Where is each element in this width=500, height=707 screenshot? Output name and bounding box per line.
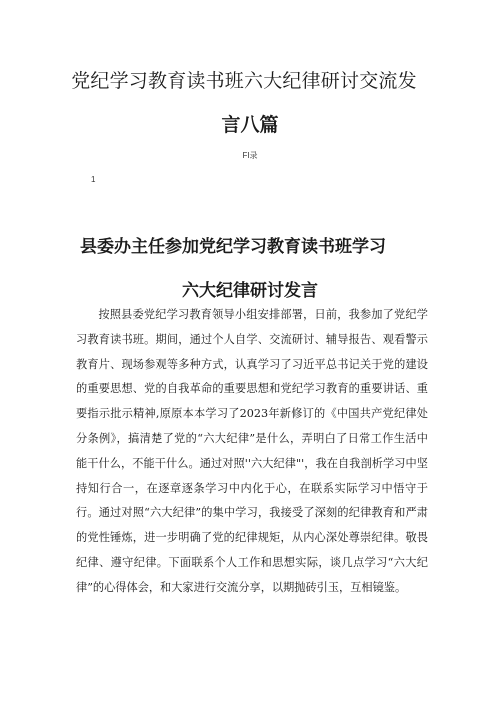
toc-number: 1 bbox=[91, 175, 96, 184]
section-title-line2: 六大纪律研讨发言 bbox=[182, 281, 318, 301]
toc-label: FI录 bbox=[242, 151, 258, 160]
document-title-line1: 党纪学习教育读书班六大纪律研讨交流发 bbox=[71, 70, 417, 92]
section-title-line1: 县委办主任参加党纪学习教育读书班学习 bbox=[80, 237, 386, 257]
body-paragraph: 按照县委党纪学习教育领导小组安排部署，日前，我参加了党纪学习教育读书班。期间，通过个人自学、交流研讨、辅导报告、观看警示教育片、现场参观等多种方式，认真学习了习近平总书记关于党的建设的重要思想、党的自我革命的重要思想和党纪学习教育的重要讲话、重要指示批示精神,原原本本学习了2023年新修订的《中国共产党纪律处分条例》，搞清楚了党的“六大纪律”是什么，弄明白了日常工作生活中能干什么，不能干什么。通过对照''六大纪律"'，我在自我剖析学习中坚持知行合一，在逐章逐条学习中内化于心，在联系实际学习中悟守于行。通过对照“六大纪律”的集中学习，我接受了深刻的纪律教育和严肃的党性锤炼，进一步明确了党的纪律规矩，从内心深处尊崇纪律。敬畏纪律、遵守纪律。下面联系个人工作和思想实际，谈几点学习“六大纪律”的心得体会，和大家进行交流分享，以期抛砖引玉，互相镜鉴。 bbox=[76, 308, 428, 594]
document-title-line2: 言八篇 bbox=[221, 114, 279, 136]
